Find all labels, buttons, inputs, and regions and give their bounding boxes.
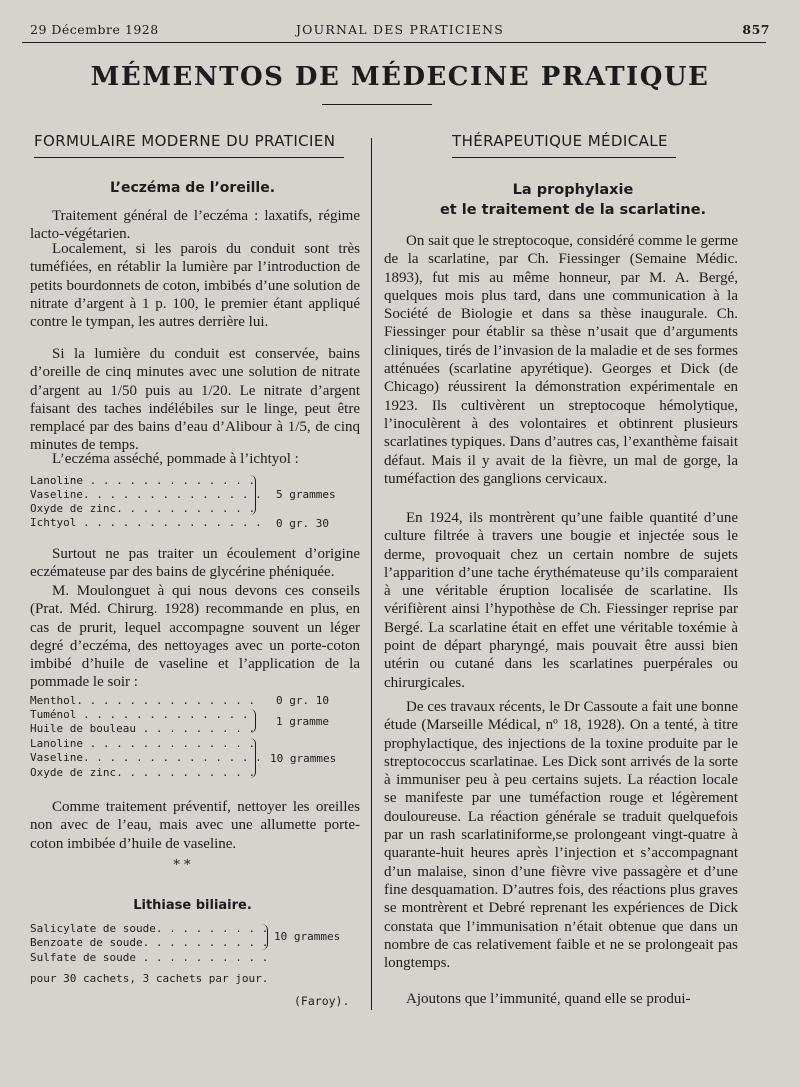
brace (250, 475, 256, 515)
formula-row: Oxyde de zinc. . . . . . . . . . . (30, 766, 256, 779)
article-title-line-2: et le traitement de la scarlatine. (439, 202, 707, 218)
formula-row: Salicylate de soude. . . . . . . . . (30, 922, 269, 935)
formula-quantity: 0 gr. 10 (276, 694, 329, 707)
brace (250, 738, 256, 778)
journal-name: JOURNAL DES PRATICIENS (295, 22, 505, 37)
scarlatine-paragraph-1: On sait que le streptocoque, considéré comme le germe de la scarlatine, par Ch. Fiessinger (Semaine Médic. 1893), fut mis au même honneur, par M. A. Bergé, quelques mois plus tard, dans une communication à la Société de Biologie et dans sa thèse inaugurale. Ch. Fiessinger pour établir sa thèse n’usait que d’arguments cliniques, tirés de l’invasion de la maladie et de ses formes atténuées (scarlatine apyrétique). Georges et Dick (de Chicago) réussirent la démonstration expérimentale en 1923. Ils cultivèrent un streptocoque hémolytique, l’inoculèrent à des volontaires et obtinrent plusieurs scarlatines typiques. Dans d’autres cas, l’exanthème faisait défaut. Mais il y avait de la fièvre, un mal de gorge, la tuméfaction des ganglions cervicaux. (384, 233, 738, 487)
dosage-text: pour 30 cachets, 3 cachets par jour. (30, 972, 269, 985)
brace (262, 924, 268, 950)
section-separator: * * (173, 858, 191, 873)
formula-lithiase (30, 922, 360, 968)
formula-quantity: 0 gr. 30 (276, 517, 329, 530)
author-signature: (Faroy). (294, 994, 350, 1008)
brace (250, 709, 256, 733)
left-column-heading: FORMULAIRE MODERNE DU PRATICIEN (34, 132, 336, 150)
formula-ichtyol (30, 474, 360, 534)
formula-row: Lanoline . . . . . . . . . . . . . (30, 737, 256, 750)
formula-row: Lanoline . . . . . . . . . . . . . (30, 474, 256, 487)
article-title-line-1: La prophylaxie (512, 182, 634, 198)
formula-row: Menthol. . . . . . . . . . . . . . (30, 694, 256, 707)
formula-row: Vaseline. . . . . . . . . . . . . . (30, 488, 262, 501)
formula-row: Vaseline. . . . . . . . . . . . . . (30, 751, 262, 764)
right-column-heading: THÉRAPEUTIQUE MÉDICALE (452, 132, 668, 150)
scarlatine-paragraph-2: En 1924, ils montrèrent qu’une faible quantité d’une culture filtrée à travers une bougie et injectée sous le derme, provoquait chez un certain nombre de sujets l’apparition d’une tache érythémateuse qu’ils comparaient à une véritable éruption localisée de scarlatine. Ils vérifièrent ainsi l’hypothèse de Ch. Fiessinger reprise par Bergé. La scarlatine était en effet une véritable toxémie à point de départ pharyngé, mais pouvait être aussi bien utérin ou cutané dans les scarlatines puerpérales ou chirurgicales. (384, 510, 738, 691)
formula-row: Tuménol . . . . . . . . . . . . . (30, 708, 249, 721)
header-rule (22, 42, 766, 43)
page-title: MÉMENTOS DE MÉDECINE PRATIQUE (90, 62, 710, 92)
formula-quantity: 1 gramme (276, 715, 329, 728)
formula-row: Ichtyol . . . . . . . . . . . . . . (30, 516, 262, 529)
formula-quantity: 10 grammes (270, 752, 337, 765)
column-divider (371, 138, 372, 1010)
formula-row: Sulfate de soude . . . . . . . . . . (30, 951, 269, 964)
eczema-paragraph-2: Localement, si les parois du conduit sont très tuméfiées, en rétablir la lumière par l’introduction de petits bourdonnets de coton, imbibés d’une solution de nitrate d’argent à 1 p. 100, le premier étant appliqué contre le tympan, les autres derrière lui. (30, 241, 360, 331)
formula-row: Benzoate de soude. . . . . . . . . . (30, 936, 269, 949)
formula-row: Huile de bouleau . . . . . . . . . (30, 722, 256, 735)
formula-quantity: 10 grammes (274, 930, 341, 943)
formula-quantity: 5 grammes (276, 488, 336, 501)
eczema-paragraph-7: Comme traitement préventif, nettoyer les oreilles non avec de l’eau, mais avec une allumette porte-coton imbibée d’huile de vaseline. (30, 799, 360, 852)
eczema-paragraph-6: M. Moulonguet à qui nous devons ces conseils (Prat. Méd. Chirurg. 1928) recommande en plus, en cas de prurit, lequel accompagne souvent un léger degré d’eczéma, des nettoyages avec un porte-coton imbibé d’huile de vaseline et l’application de la pommade le soir : (30, 583, 360, 691)
scarlatine-paragraph-3: De ces travaux récents, le Dr Cassoute a fait une bonne étude (Marseille Médical, nº 18, 1928). On a tenté, à titre prophylactique, des injections de la toxine produite par le streptococcus scarlatinae. Les Dick sont arrivés de la sorte à immuniser peu à peu certains sujets. La réaction locale se manifeste par une tuméfaction rouge et légèrement douloureuse. La réaction générale se traduit quelquefois par un rash scarlatiniforme,se prolongeant vingt-quatre à quarante-huit heures après l’injection et s’accompagnant d’un malaise, sinon d’une fièvre vive passagère et d’une fine desquamation. D’autres fois, des réactions plus graves se montrèrent et Debré reprenant les expériences de Dick constata que l’immunisation n’était obtenue que dans un nombre de cas relativement faible et ne se prolongeait pas longtemps. (384, 699, 738, 972)
eczema-paragraph-4: L’eczéma asséché, pommade à l’ichtyol : (52, 451, 299, 467)
title-rule (322, 104, 432, 105)
right-heading-rule (452, 157, 676, 158)
formula-row: Oxyde de zinc. . . . . . . . . . . (30, 502, 256, 515)
article-title-lithiase: Lithiase biliaire. (133, 898, 252, 913)
dosage-line (30, 972, 360, 988)
issue-date: 29 Décembre 1928 (30, 22, 159, 37)
eczema-paragraph-3: Si la lumière du conduit est conservée, bains d’oreille de cinq minutes avec une solution de nitrate d’argent au 1/50 puis au 1/20. Le nitrate d’argent faisant des taches indélébiles sur le linge, peut être remplacé par des bains d’eau d’Alibour à 1/5, de cinq minutes de temps. (30, 346, 360, 454)
article-title-eczema: L’eczéma de l’oreille. (109, 180, 276, 196)
page-number: 857 (742, 22, 770, 37)
left-heading-rule (34, 157, 344, 158)
eczema-paragraph-1: Traitement général de l’eczéma : laxatifs, régime lacto-végétarien. (30, 208, 360, 243)
scarlatine-paragraph-4: Ajoutons que l’immunité, quand elle se produi- (406, 991, 691, 1007)
eczema-paragraph-5: Surtout ne pas traiter un écoulement d’origine eczémateuse par des bains de glycérine phéniquée. (30, 546, 360, 581)
running-head (30, 22, 770, 38)
formula-menthol (30, 694, 360, 784)
